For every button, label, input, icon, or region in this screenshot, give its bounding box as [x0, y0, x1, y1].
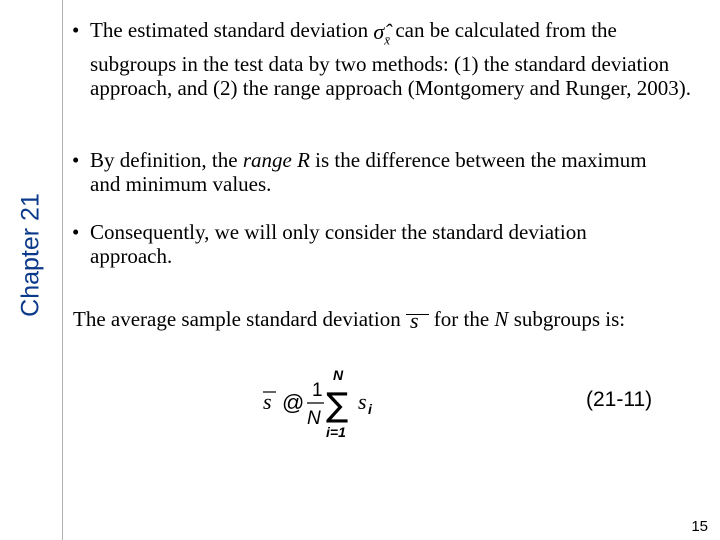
- bullet-marker: •: [72, 18, 80, 42]
- n-term: N: [494, 307, 509, 331]
- range-r-term: range R: [242, 148, 310, 172]
- xbar-subscript: x̄: [384, 32, 391, 48]
- sigma-hat-xbar-symbol: [373, 20, 390, 52]
- sidebar: [0, 0, 63, 540]
- page-number: 15: [691, 518, 708, 535]
- fraction-numerator: 1: [312, 380, 323, 401]
- s-bar-symbol: [406, 309, 429, 333]
- average-sd-statement: [73, 307, 625, 333]
- fraction-denominator: N: [307, 408, 321, 429]
- s-letter: s: [409, 308, 419, 333]
- text-after: is the difference between the maximum and minimum values.: [90, 148, 647, 196]
- text-before: The average sample standard deviation: [73, 307, 406, 331]
- term-s: s: [358, 389, 367, 414]
- sum-upper-limit: N: [333, 367, 344, 383]
- bullet-consequently: [72, 220, 672, 268]
- bullet-text: Consequently, we will only consider the standard deviation approach.: [90, 220, 587, 268]
- sum-symbol: ∑: [326, 385, 349, 424]
- equation-number: (21-11): [586, 388, 653, 411]
- text-before: By definition, the: [90, 148, 243, 172]
- sigma-hat: σ̂: [373, 19, 385, 44]
- sum-lower-limit: i=1: [326, 424, 346, 440]
- text-after: can be calculated from the subgroups in the test data by two methods: (1) the standard deviation approach, and (2) the range approach (Montgomery and Runger, 2003).: [90, 18, 691, 101]
- text-middle: for the: [428, 307, 495, 331]
- text-before: The estimated standard deviation: [90, 18, 374, 42]
- bullet-estimated-sd: [72, 18, 702, 100]
- bullet-marker: •: [72, 220, 80, 244]
- text-after: subgroups is:: [508, 307, 626, 331]
- chapter-label: Chapter 21: [16, 193, 45, 317]
- equation-average-sd: [260, 365, 400, 445]
- lhs-s: s: [263, 389, 272, 414]
- bullet-range-definition: [72, 148, 672, 196]
- bullet-text: [90, 18, 702, 100]
- bullet-text: [90, 148, 672, 196]
- approx-symbol: @: [282, 390, 305, 415]
- bullet-marker: •: [72, 148, 80, 172]
- term-subscript: i: [368, 401, 372, 417]
